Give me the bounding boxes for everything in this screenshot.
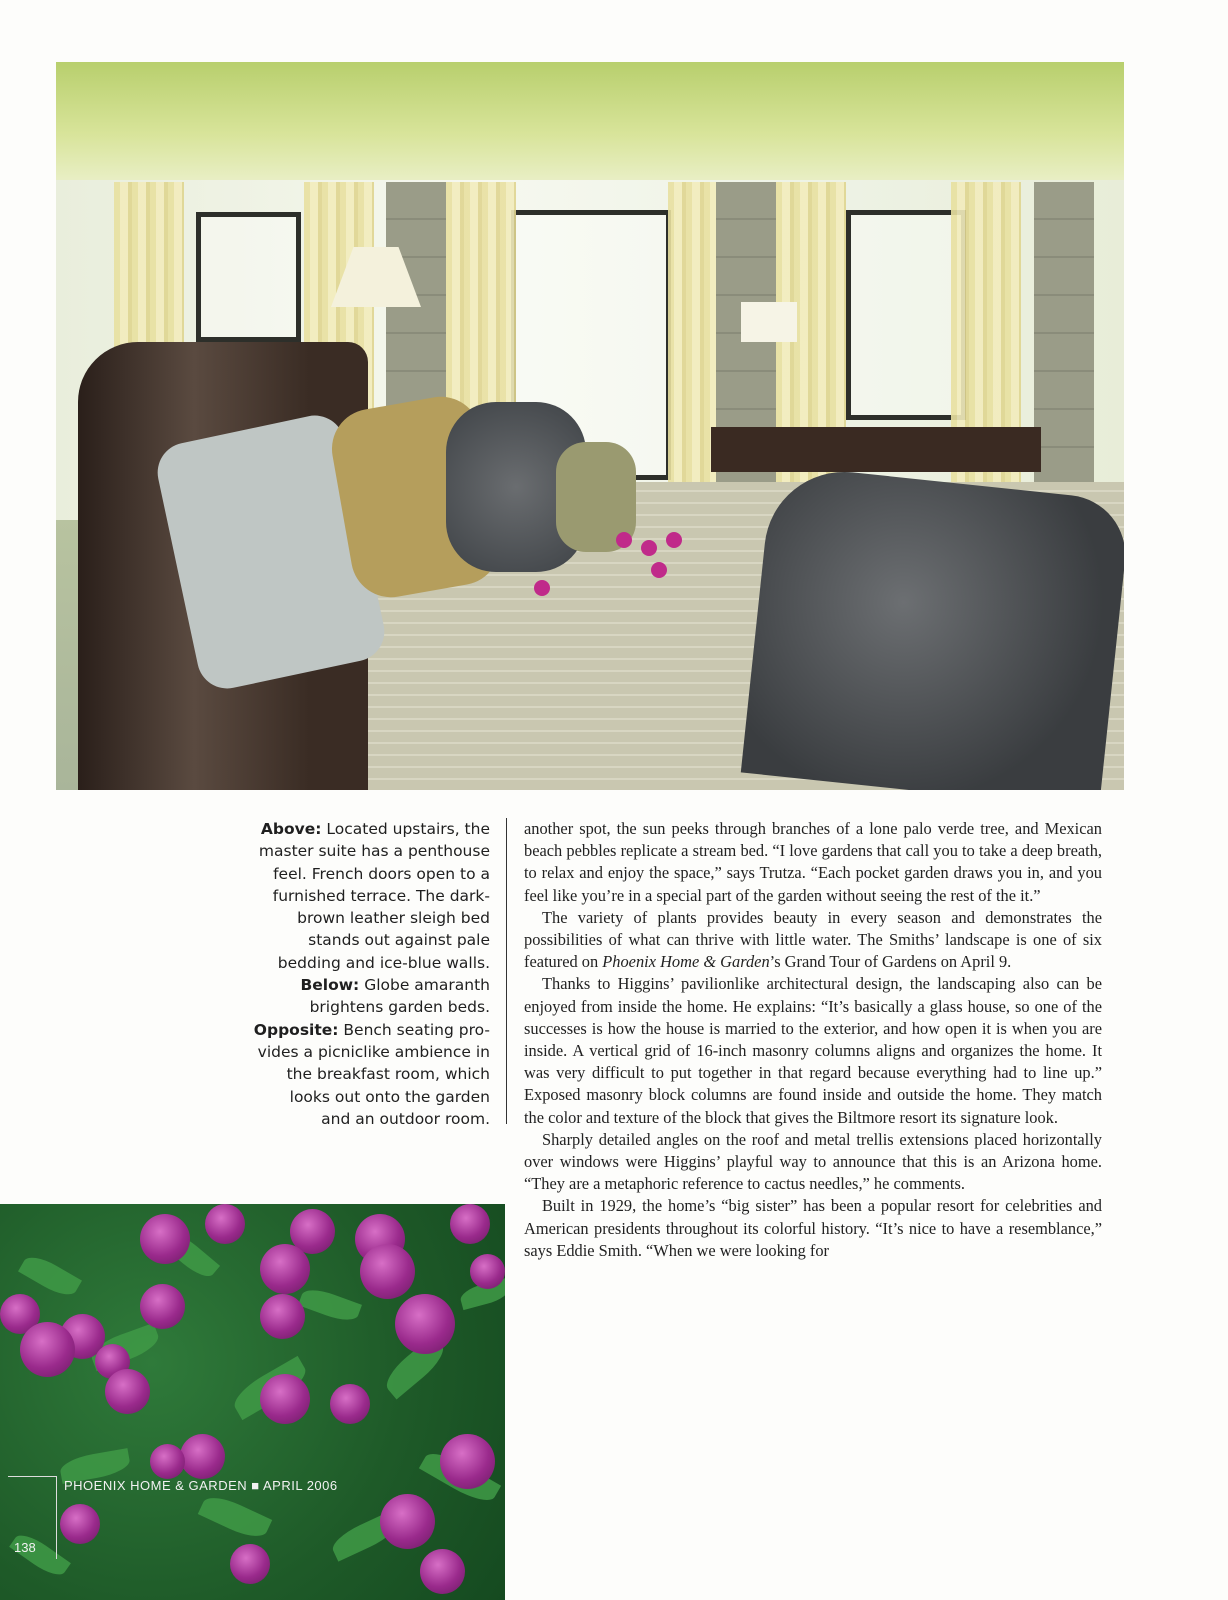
text: ’s Grand Tour of Gardens on April 9. [769, 952, 1012, 972]
throw-blanket [741, 464, 1124, 790]
orchid-blossom [616, 532, 632, 548]
globe-amaranth-bloom [395, 1294, 455, 1354]
paragraph: Built in 1929, the home’s “big sister” has been a popular resort for celebrities and American presidents throughout its colorful history. “It’s nice to have a resemblance,” says Eddie Smith. “When we were looking for [524, 1196, 1102, 1260]
window-frame [846, 210, 966, 420]
globe-amaranth-bloom [380, 1494, 435, 1549]
globe-amaranth-bloom [360, 1244, 415, 1299]
caption-label: Below: [300, 976, 360, 995]
globe-amaranth-bloom [150, 1444, 185, 1479]
master-suite-photo [56, 62, 1124, 790]
paragraph [524, 907, 1102, 974]
caption-label: Opposite: [253, 1020, 339, 1039]
caption-line: brown leather sleigh bed [297, 909, 490, 928]
leaf [18, 1251, 82, 1302]
globe-amaranth-bloom [260, 1374, 310, 1424]
globe-amaranth-bloom [330, 1384, 370, 1424]
globe-amaranth-bloom [230, 1544, 270, 1584]
caption-line: vides a picniclike ambience in [257, 1042, 490, 1061]
column-divider [506, 818, 507, 1124]
paragraph: Thanks to Higgins’ pavilionlike architectural design, the landscaping also can be enjoyed from inside the home. He explains: “It’s basically a glass house, so one of the successes is how the house is married to the exterior, and how open it is when you are inside. A vertical grid of 16-inch masonry columns aligns and organizes the home. It was very difficult to put together in that regard because everything had to line up.” Exposed masonry block columns are found inside and outside the home. They match the color and texture of the block that gives the Biltmore resort its signature look. [524, 974, 1102, 1127]
caption-line: Opposite: Bench seating pro- [253, 1020, 490, 1039]
caption-line: stands out against pale [308, 931, 490, 950]
caption-line: master suite has a penthouse [258, 842, 490, 861]
article-body [524, 818, 1102, 1262]
caption-label: Above: [260, 820, 322, 838]
globe-amaranth-bloom [140, 1284, 185, 1329]
globe-amaranth-bloom [205, 1204, 245, 1244]
window-frame [196, 212, 301, 342]
globe-amaranth-bloom [20, 1322, 75, 1377]
globe-amaranth-bloom [105, 1369, 150, 1414]
caption-line: feel. French doors open to a [273, 864, 490, 883]
caption-line: Below: Globe amaranth [300, 976, 490, 995]
folio-line: PHOENIX HOME & GARDEN ■ APRIL 2006 [64, 1478, 338, 1493]
text: The variety of plants provides beauty in every season and demonstrates the possibilities of what can thrive with little water. The Smiths’ landscape is one of six featured on [524, 907, 1102, 972]
globe-amaranth-bloom [260, 1244, 310, 1294]
globe-amaranth-bloom [450, 1204, 490, 1244]
globe-amaranth-bloom [420, 1549, 465, 1594]
caption-line: bedding and ice-blue walls. [277, 953, 490, 972]
globe-amaranth-bloom [180, 1434, 225, 1479]
globe-amaranth-bloom [470, 1254, 505, 1289]
leaf [198, 1490, 272, 1543]
orchid-blossom [651, 562, 667, 578]
orchid-blossom [666, 532, 682, 548]
caption-line: Above: Located upstairs, the [260, 820, 490, 838]
paragraph: Sharply detailed angles on the roof and metal trellis extensions placed horizontally over windows were Higgins’ playful way to announce that this is an Arizona home. “They are a metaphoric reference to cactus needles,” he comments. [524, 1129, 1102, 1194]
page-number: 138 [14, 1540, 36, 1555]
paragraph: another spot, the sun peeks through branches of a lone palo verde tree, and Mexican beach pebbles replicate a stream bed. “I love gardens that call you to take a deep breath, to relax and enjoy the space,” says Trutza. “Each pocket garden draws you in, and you feel like you’re in a special part of the garden without seeing the rest of the it.” [524, 819, 1102, 905]
caption-line: furnished terrace. The dark- [272, 886, 490, 905]
globe-amaranth-bloom [440, 1434, 495, 1489]
desk [711, 427, 1041, 472]
photo-caption [240, 818, 490, 1130]
orchid-blossom [534, 580, 550, 596]
globe-amaranth-photo [0, 1204, 505, 1600]
globe-amaranth-bloom [140, 1214, 190, 1264]
globe-amaranth-bloom [60, 1504, 100, 1544]
desk-lamp-shade [741, 302, 797, 342]
ceiling [56, 62, 1124, 182]
globe-amaranth-bloom [260, 1294, 305, 1339]
caption-line: and an outdoor room. [321, 1109, 490, 1128]
caption-line: brightens garden beds. [309, 998, 490, 1017]
caption-line: looks out onto the garden [289, 1087, 490, 1106]
leaf [298, 1284, 362, 1325]
magazine-title: Phoenix Home & Garden [602, 952, 770, 972]
orchid-blossom [641, 540, 657, 556]
caption-line: the breakfast room, which [286, 1065, 490, 1084]
